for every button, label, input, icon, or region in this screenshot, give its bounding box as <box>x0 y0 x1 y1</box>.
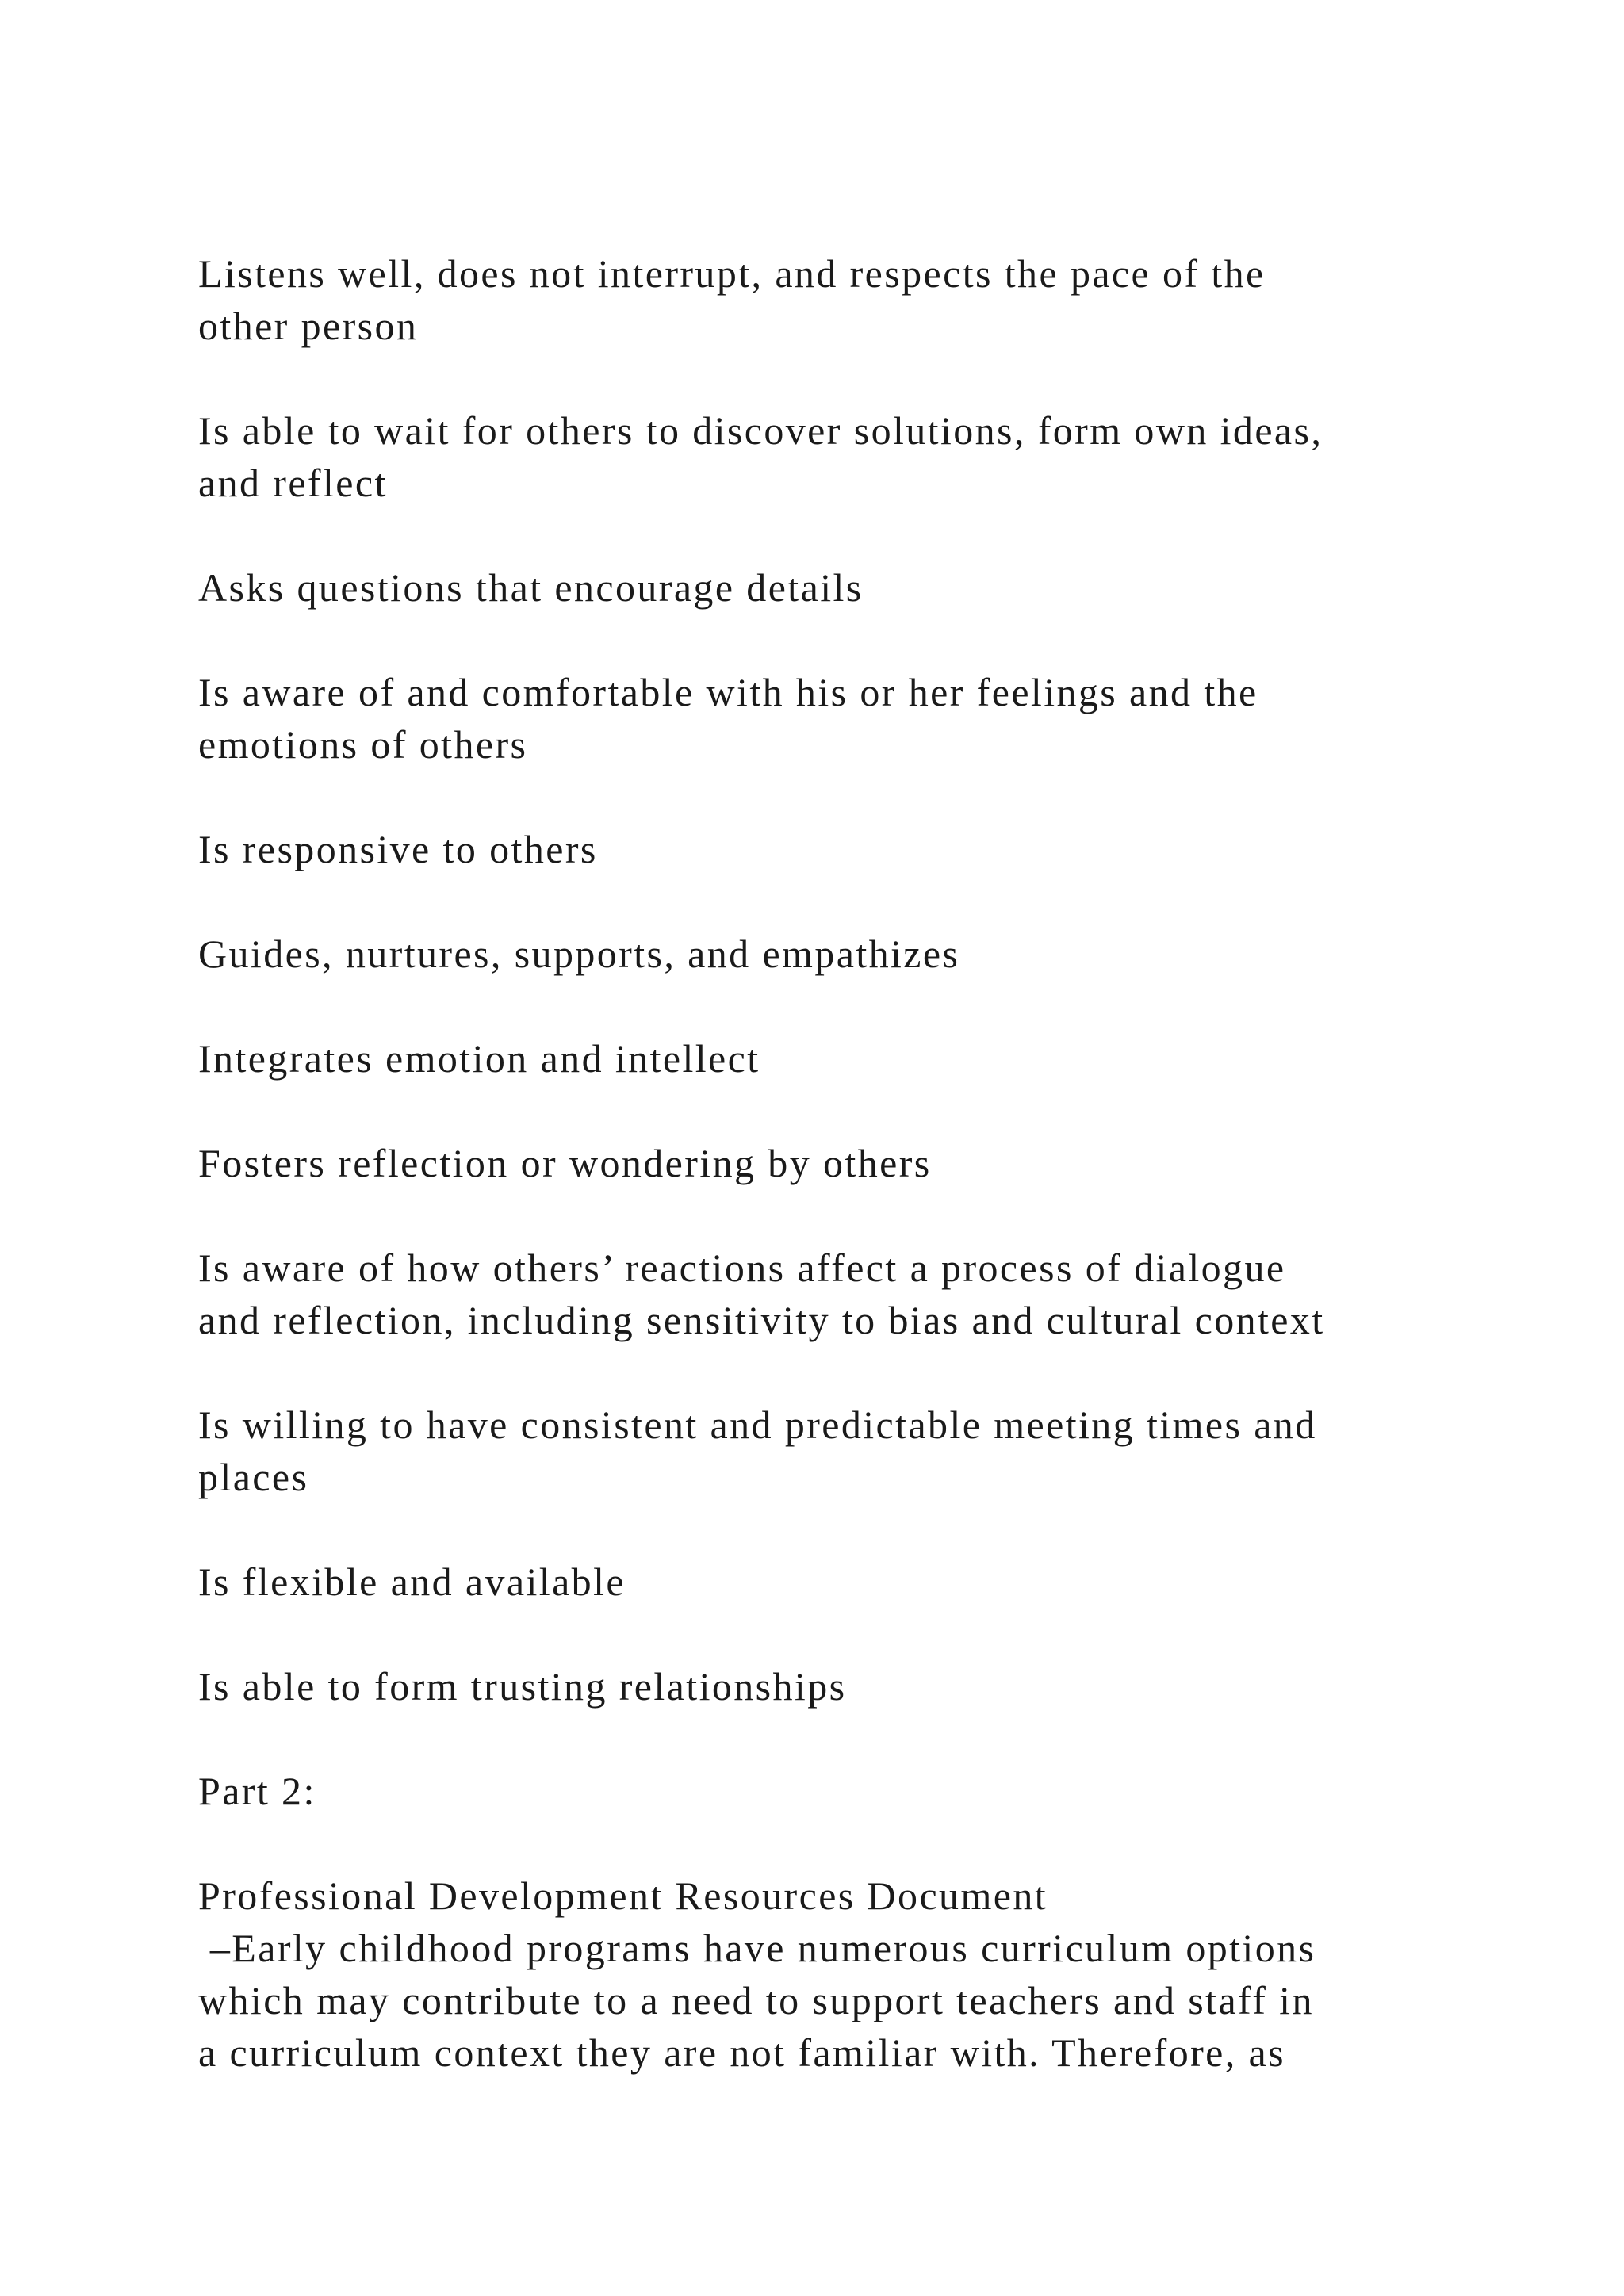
paragraph-wait-for-others: Is able to wait for others to discover solutions, form own ideas, and reflect <box>198 408 1323 505</box>
paragraph-fosters-reflection: Fosters reflection or wondering by others <box>198 1141 932 1185</box>
paragraph-meeting-times: Is willing to have consistent and predictable meeting times and places <box>198 1402 1317 1499</box>
paragraph-responsive: Is responsive to others <box>198 827 598 871</box>
document-body <box>198 247 1499 2079</box>
paragraph-curriculum-options: –Early childhood programs have numerous curriculum options which may contribute to a need to support teachers and staff in a curriculum context they are not familiar with. Therefore, as <box>198 1926 1316 2075</box>
section-heading-part-2: Part 2: <box>198 1769 316 1813</box>
paragraph-flexible: Is flexible and available <box>198 1559 626 1604</box>
paragraph-integrates-emotion: Integrates emotion and intellect <box>198 1036 760 1081</box>
paragraph-aware-of-reactions: Is aware of how others’ reactions affect a process of dialogue and reflection, including sensitivity to bias and cultural context <box>198 1246 1325 1342</box>
paragraph-asks-questions: Asks questions that encourage details <box>198 565 864 610</box>
paragraph-aware-of-feelings: Is aware of and comfortable with his or her feelings and the emotions of others <box>198 670 1258 767</box>
paragraph-trusting-relationships: Is able to form trusting relationships <box>198 1664 847 1709</box>
paragraph-listens-well: Listens well, does not interrupt, and respects the pace of the other person <box>198 251 1266 348</box>
section-title-pd-resources: Professional Development Resources Document <box>198 1873 1048 1918</box>
paragraph-guides-nurtures: Guides, nurtures, supports, and empathizes <box>198 932 960 976</box>
